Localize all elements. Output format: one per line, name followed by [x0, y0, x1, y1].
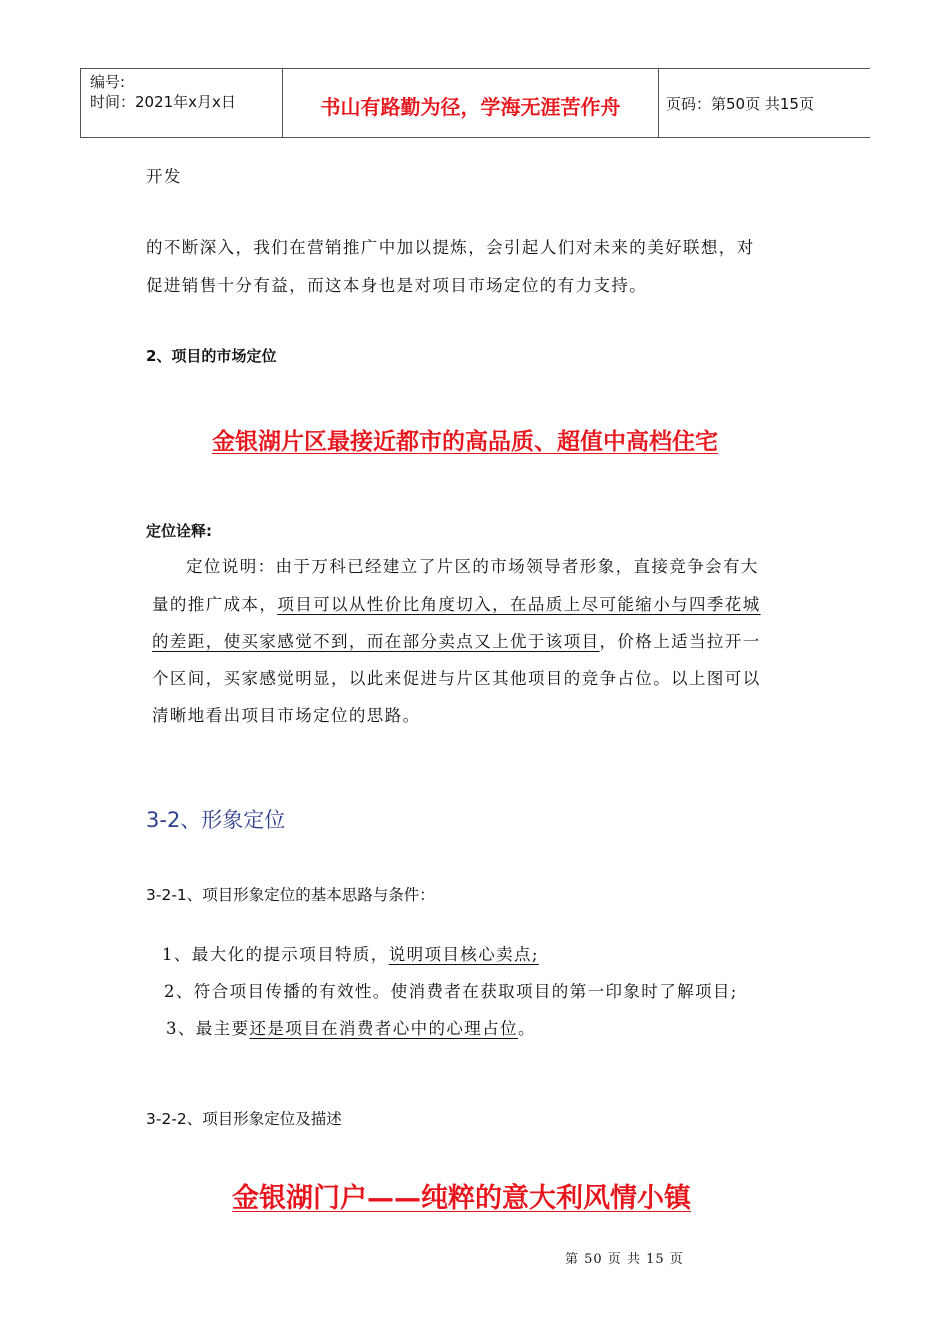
header-divider	[658, 69, 659, 137]
explanation-line	[152, 628, 761, 652]
section-heading-image-positioning: 3-2、形象定位	[146, 808, 286, 832]
text-line: 开发	[146, 167, 182, 186]
explanation-line: 清晰地看出项目市场定位的思路。	[152, 706, 421, 725]
page-header	[80, 68, 870, 138]
market-positioning-slogan: 金银湖片区最接近都市的高品质、超值中高档住宅	[212, 429, 718, 455]
header-page-label: 页码：第50页 共15页	[666, 95, 814, 113]
explanation-line: 个区间，买家感觉明显，以此来促进与片区其他项目的竞争占位。以上图可以	[152, 669, 761, 688]
list-item	[162, 941, 539, 965]
page-footer: 第 50 页 共 15 页	[565, 1252, 684, 1267]
subheading-3-2-2: 3-2-2、项目形象定位及描述	[146, 1110, 342, 1128]
list-item-underlined-text: 还是项目在消费者心中的心理占位	[249, 1019, 518, 1038]
header-code-label: 编号:	[90, 73, 126, 91]
image-positioning-slogan: 金银湖门户——纯粹的意大利风情小镇	[232, 1183, 691, 1214]
explanation-underlined-text: 的差距，使买家感觉不到，而在部分卖点又上优于该项目	[152, 632, 600, 651]
subheading-3-2-1: 3-2-1、项目形象定位的基本思路与条件：	[146, 886, 435, 904]
list-item-text: 。	[518, 1019, 536, 1038]
explanation-line	[152, 591, 761, 615]
heading-market-positioning: 2、项目的市场定位	[146, 347, 277, 365]
header-date-label: 时间：2021年x月x日	[90, 93, 236, 111]
list-item: 2、符合项目传播的有效性。使消费者在获取项目的第一印象时了解项目;	[164, 982, 738, 1001]
list-item-underlined-text: 说明项目核心卖点;	[388, 945, 539, 964]
list-item-text: 1、最大化的提示项目特质，	[162, 945, 389, 964]
explanation-text: ，价格上适当拉开一	[599, 632, 761, 651]
list-item	[166, 1015, 536, 1039]
paragraph-line: 的不断深入，我们在营销推广中加以提炼，会引起人们对未来的美好联想，对	[146, 238, 755, 257]
list-item-text: 3、最主要	[166, 1019, 250, 1038]
explanation-text: 量的推广成本，	[152, 595, 278, 614]
header-motto: 书山有路勤为径，学海无涯苦作舟	[320, 95, 621, 119]
explanation-underlined-text: 项目可以从性价比角度切入，在品质上尽可能缩小与四季花城	[277, 595, 761, 614]
header-divider	[80, 69, 81, 137]
paragraph-line: 促进销售十分有益，而这本身也是对项目市场定位的有力支持。	[146, 276, 648, 295]
explanation-line: 定位说明：由于万科已经建立了片区的市场领导者形象，直接竞争会有大	[186, 557, 759, 576]
explanation-label: 定位诠释:	[146, 522, 212, 540]
